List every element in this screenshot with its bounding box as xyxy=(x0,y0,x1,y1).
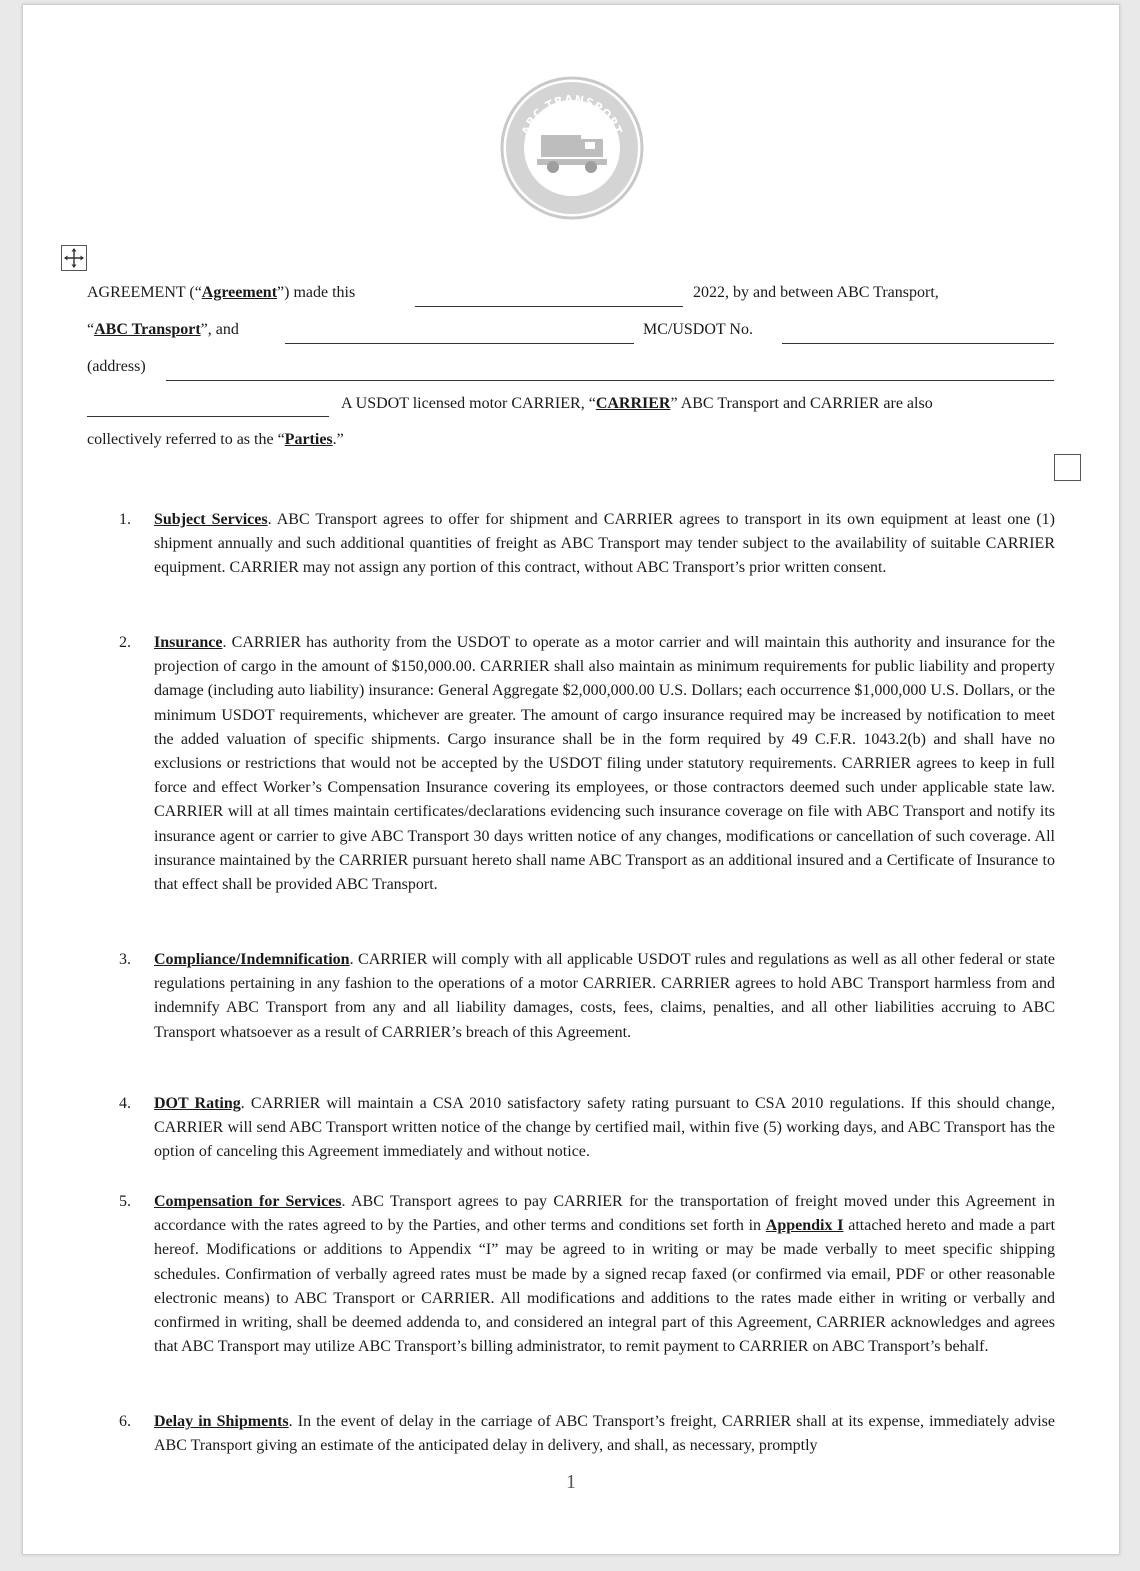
clause-text: . ABC Transport agrees to offer for shipment and CARRIER agrees to transport in its own equipment at least one (1) shipment annually and such additional quantities of freight as ABC Transport may tender subject to the availability of suitable CARRIER equipment. CARRIER may not assign any portion of this contract, without ABC Transport’s prior written consent. xyxy=(154,511,1056,577)
carrier-name-blank-field[interactable] xyxy=(285,343,634,344)
clause-text: . CARRIER has authority from the USDOT to operate as a motor carrier and will maintain this authority and insurance for the projection of cargo in the amount of $150,000.00. CARRIER shall also maintain as minimum requirements for public liability and property damage (including auto liability) insurance: General Aggregate $2,000,000.00 U.S. Dollars; each occurrence $1,000,000 U.S. Dollars, or the minimum USDOT requirements, whichever are greater. The amount of cargo insurance required may be increased by notification to meet the added valuation of specific shipments. Cargo insurance shall be in the form required by 49 C.F.R. 1043.2(b) and shall have no exclusions or restrictions that would not be accepted by the USDOT filing under statutory requirements. CARRIER agrees to keep in full force and effect Worker’s Compensation Insurance covering its employees, or those contractors deemed such under applicable state law. CARRIER will at all times maintain certificates/declarations evidencing such insurance coverage on file with ABC Transport and notify its insurance agent or carrier to give ABC Transport 30 days written notice of any changes, modifications or cancellation of such coverage. All insurance maintained by the CARRIER pursuant hereto shall name ABC Transport as an additional insured and a Certificate of Insurance to that effect shall be provided ABC Transport. xyxy=(154,634,1055,894)
address-text: (address) xyxy=(87,358,146,375)
clause-title: Delay in Shipments xyxy=(154,1413,289,1430)
parties-defined-term: Parties xyxy=(284,431,333,448)
quote-close: .” xyxy=(332,431,344,448)
collectively-text: collectively referred to as the “ xyxy=(87,431,285,448)
agreement-defined-term: Agreement xyxy=(201,284,278,301)
appendix-reference-link[interactable]: Appendix I xyxy=(765,1217,844,1235)
quote-open: “ xyxy=(87,321,95,338)
clause-text: . In the event of delay in the carriage of ABC Transport’s freight, CARRIER shall at its expense, immediately advise ABC Transport giving an estimate of the anticipated delay in delivery, and shall, as necessary, promptly xyxy=(154,1413,1056,1455)
clause-text-continued: attached hereto and made a part hereof. Modifications or additions to Appendix “I” may be agreed to in writing or may be made verbally to meet specific shipping schedules. Confirmation of verbally agreed rates must be made by a signed recap faxed (or confirmed via email, PDF or other reasonable electronic means) to ABC Transport or CARRIER. All modifications and additions to the rates made either in writing or verbally and confirmed in writing, shall be deemed addenda to, and considered an integral part of this Agreement, CARRIER acknowledges and agrees that ABC Transport may utilize ABC Transport’s billing administrator, to remit payment to CARRIER on ABC Transport’s behalf. xyxy=(154,1217,1056,1356)
clause-body xyxy=(154,948,1055,1045)
date-blank-field[interactable] xyxy=(415,306,683,307)
agreement-line xyxy=(87,283,355,303)
document-page xyxy=(22,4,1120,1555)
abc-transport-line xyxy=(87,320,239,340)
agreement-text: AGREEMENT (“ xyxy=(87,284,202,301)
clause-number: 6. xyxy=(119,1413,131,1430)
mc-usdot-label xyxy=(643,320,753,340)
clause-body xyxy=(154,1410,1055,1458)
mc-usdot-blank-field[interactable] xyxy=(782,343,1054,344)
clause-title: Compensation for Services xyxy=(154,1193,342,1210)
clause-title: Insurance xyxy=(154,634,223,651)
clause-body xyxy=(154,631,1055,897)
clause-title: DOT Rating xyxy=(154,1095,241,1112)
clause-number: 4. xyxy=(119,1095,131,1112)
and-text: ”, and xyxy=(200,321,239,338)
clause-number: 1. xyxy=(119,511,131,528)
parties-line xyxy=(87,430,344,450)
carrier-type-blank-field[interactable] xyxy=(87,416,329,417)
clause-number: 5. xyxy=(119,1193,131,1210)
usdot-licensed-text: USDOT licensed motor CARRIER, “ xyxy=(355,395,596,412)
address-blank-field[interactable] xyxy=(166,380,1054,381)
clause-title: Compliance/Indemnification xyxy=(154,951,350,968)
agreement-made-text: ”) made this xyxy=(277,284,356,301)
clause-text: . CARRIER will maintain a CSA 2010 satisfactory safety rating pursuant to CSA 2010 regulations. If this should change, CARRIER will send ABC Transport written notice of the change by certified mail, within five (5) working days, and ABC Transport has the option of canceling this Agreement immediately and without notice. xyxy=(154,1095,1056,1161)
clause-number: 2. xyxy=(119,634,131,651)
abc-transport-defined-term: ABC Transport xyxy=(94,321,201,338)
mc-usdot-text: MC/USDOT No. xyxy=(643,321,753,338)
checkbox[interactable] xyxy=(1054,454,1081,481)
clause-number: 3. xyxy=(119,951,131,968)
clause-text: . CARRIER will comply with all applicable USDOT rules and regulations as well as all other federal or state regulations pertaining in any fashion to the operations of a motor CARRIER. CARRIER agrees to hold ABC Transport harmless from and indemnify ABC Transport from any and all liability damages, costs, fees, claims, penalties, and all other liabilities accruing to ABC Transport whatsoever as a result of CARRIER’s breach of this Agreement. xyxy=(154,951,1055,1041)
clause-body xyxy=(154,1190,1055,1359)
year-parties-text: 2022, by and between ABC Transport, xyxy=(693,284,939,301)
carrier-definition-line xyxy=(341,394,933,414)
page-number: 1 xyxy=(566,1471,576,1493)
also-text: ” ABC Transport and CARRIER are also xyxy=(670,395,933,412)
table-move-handle-icon[interactable] xyxy=(61,245,87,271)
svg-text:ABC TRANSPORT: ABC TRANSPORT xyxy=(519,92,625,137)
clause-body xyxy=(154,508,1055,581)
carrier-defined-term: CARRIER xyxy=(595,395,671,412)
address-label xyxy=(87,357,146,377)
abc-transport-logo xyxy=(499,75,645,221)
agreement-line-end xyxy=(693,283,939,303)
carrier-a-text: A xyxy=(341,395,356,412)
clause-text: . ABC Transport agrees to pay CARRIER for the transportation of freight moved under this Agreement in accordance with the rates agreed to by the Parties, and other terms and conditions set forth in xyxy=(154,1193,1055,1235)
clause-body xyxy=(154,1092,1055,1165)
clause-title: Subject Services xyxy=(154,511,268,528)
